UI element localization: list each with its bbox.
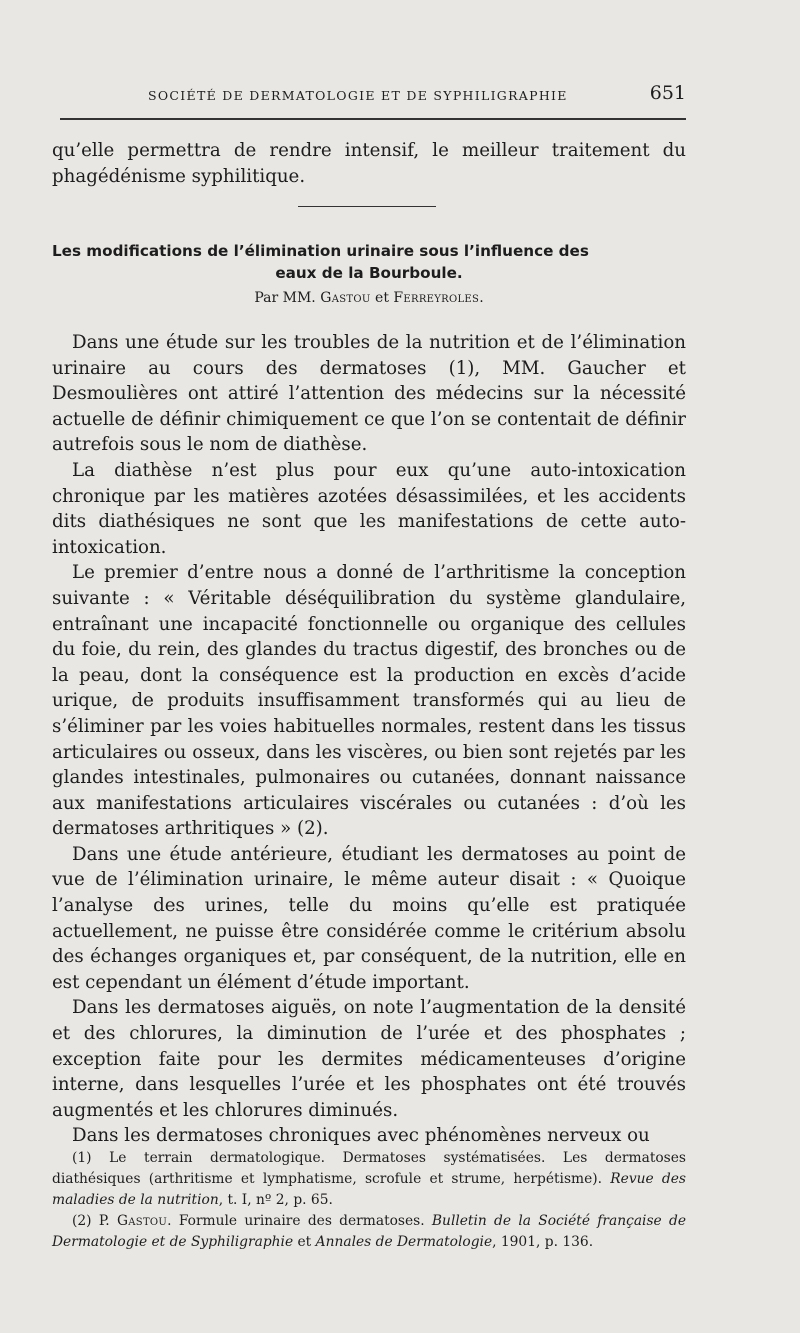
author-2: Ferreyroles [393, 290, 480, 306]
author-1: Gastou [320, 290, 371, 306]
byline-end: . [479, 290, 484, 306]
footnote-1-end: , t. I, nº 2, p. 65. [218, 1192, 333, 1208]
footnotes [52, 1148, 686, 1253]
footnote-2-journal-1: Bulletin de la Société française de Dermatologie et de Syphiligraphie [52, 1213, 686, 1250]
footnote-2-author: Gastou [116, 1213, 168, 1229]
paragraph-1: Dans une étude sur les troubles de la nutrition et de l’élimination urinaire au cours des dermatoses (1), MM. Gaucher et Desmoulières ont attiré l’attention des médecins sur la nécessité actuelle de définir chimiquement ce que l’on se contentait de définir autrefois sous le nom de diathèse. [52, 332, 686, 456]
article-title-line1: Les modifications de l’élimination urinaire sous l’influence des [52, 242, 589, 260]
footnote-2-end: , 1901, p. 136. [492, 1234, 594, 1250]
paragraph-2: La diathèse n’est plus pour eux qu’une auto-intoxication chronique par les matières azotées désassimilées, et les accidents dits diathésiques ne sont que les manifestations de cette auto-intoxication. [52, 459, 686, 558]
section-divider [298, 206, 436, 207]
footnote-1-text: (1) Le terrain dermatologique. Dermatoses systématisées. Les dermatoses diathésiques (arthritisme et lymphatisme, scrofule et strume, herpétisme). [52, 1150, 686, 1187]
continuation-paragraph: qu’elle permettra de rendre intensif, le meilleur traitement du phagédénisme syphilitique. [52, 140, 686, 187]
page-header [52, 82, 686, 112]
header-rule [60, 118, 686, 120]
footnote-1-journal: Revue des maladies de la nutrition [52, 1171, 686, 1208]
footnote-2-and: et [293, 1234, 316, 1250]
footnote-2-start: (2) P. [72, 1213, 117, 1229]
continuation-block [52, 138, 686, 189]
footnote-2-journal-2: Annales de Dermatologie [315, 1234, 493, 1250]
footnote-2 [52, 1211, 686, 1253]
byline-and: et [370, 290, 394, 306]
article-body [52, 330, 686, 1149]
byline [52, 290, 686, 306]
byline-prefix: Par MM. [254, 290, 321, 306]
article-title [52, 240, 686, 284]
footnote-2-text: . Formule urinaire des dermatoses. [167, 1213, 432, 1229]
paragraph-5: Dans les dermatoses aiguës, on note l’augmentation de la densité et des chlorures, la diminution de l’urée et des phosphates ; exception faite pour les dermites médicamenteuses d’origine interne, dans lesquelles l’urée et les phosphates ont été trouvés augmentés et les chlorures diminués. [52, 997, 686, 1121]
page-number: 651 [649, 82, 686, 104]
paragraph-6: Dans les dermatoses chroniques avec phénomènes nerveux ou [72, 1125, 650, 1147]
footnote-1 [52, 1148, 686, 1211]
running-title: SOCIÉTÉ DE DERMATOLOGIE ET DE SYPHILIGRAPHIE [148, 88, 568, 103]
paragraph-4: Dans une étude antérieure, étudiant les dermatoses au point de vue de l’élimination urinaire, le même auteur disait : « Quoique l’analyse des urines, telle du moins qu’elle est pratiquée actuellement, ne puisse être considérée comme le critérium absolu des échanges organiques et, par conséquent, de la nutrition, elle en est cependant un élément d’étude important. [52, 843, 686, 993]
article-title-line2: eaux de la Bourboule. [275, 264, 463, 282]
paragraph-3: Le premier d’entre nous a donné de l’arthritisme la conception suivante : « Véritable déséquilibration du système glandulaire, entraînant une incapacité fonctionnelle ou organique des cellules du foie, du rein, des glandes du tractus digestif, des bronches ou de la peau, dont la conséquence est la production en excès d’acide urique, de produits insuffisamment transformés qui au lieu de s’éliminer par les voies habituelles normales, restent dans les tissus articulaires ou osseux, dans les viscères, ou bien sont rejetés par les glandes intestinales, pulmonaires ou cutanées, donnant naissance aux manifestations articulaires viscérales ou cutanées : d’où les dermatoses arthritiques » (2). [52, 562, 686, 840]
